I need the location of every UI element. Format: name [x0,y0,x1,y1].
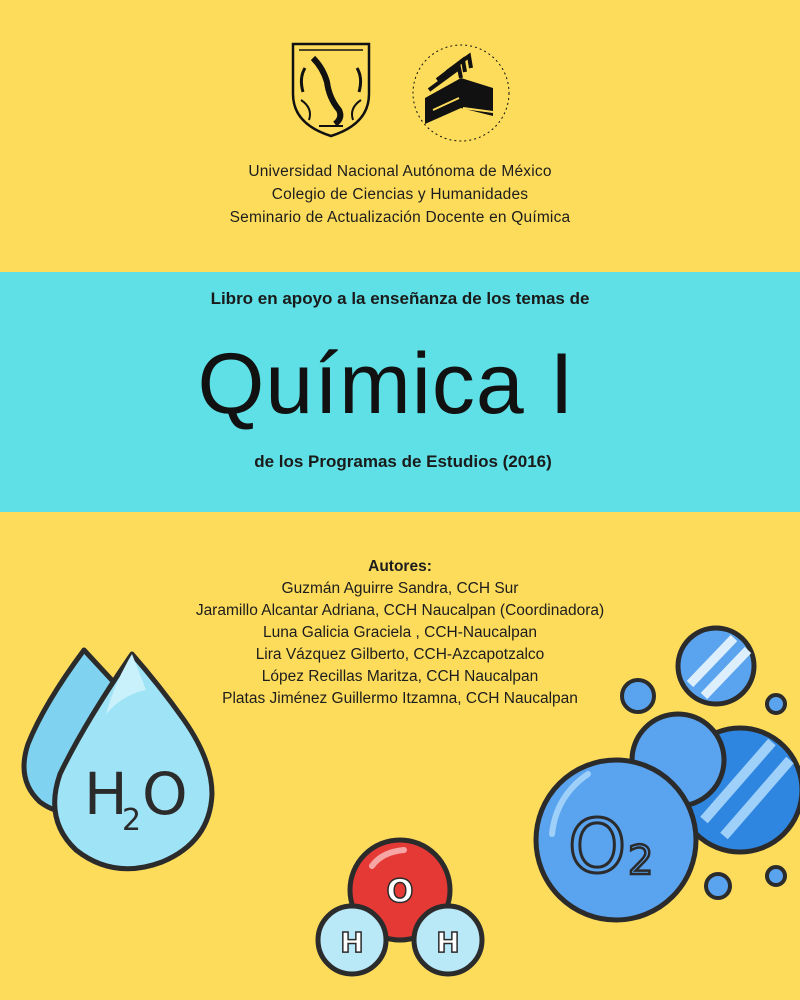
author-line: Guzmán Aguirre Sandra, CCH Sur [281,580,519,597]
author-line: Jaramillo Alcantar Adriana, CCH Naucalpan (Coordinadora) [195,602,605,619]
oxygen-bubbles-icon [528,614,800,924]
book-title: Química I [197,336,575,432]
h2o-formula-main: H [84,760,128,828]
logos [0,38,800,138]
molecule-hydrogen-right-label: H [436,926,460,959]
book-subtitle: Libro en apoyo a la enseñanza de los temas de [210,289,590,308]
molecule-oxygen-label: O [386,872,414,910]
o2-formula-sub: 2 [628,838,654,884]
institution-line: Colegio de Ciencias y Humanidades [271,186,529,203]
water-drop-icon [14,644,224,876]
o2-formula-main: O [568,804,627,890]
author-line: Platas Jiménez Guillermo Itzamna, CCH Naucalpan [222,690,578,707]
institution-line: Seminario de Actualización Docente en Química [229,209,571,226]
authors-heading: Autores: [368,558,432,575]
molecule-hydrogen-left-label: H [340,926,364,959]
author-line: Lira Vázquez Gilberto, CCH-Azcapotzalco [255,646,545,663]
institution-block [0,160,800,229]
unam-shield-icon [283,38,379,138]
author-line: Luna Galicia Graciela , CCH-Naucalpan [263,624,537,641]
cch-book-icon [403,38,519,148]
institution-line: Universidad Nacional Autónoma de México [248,163,552,180]
h2o-formula-end: O [142,760,188,828]
water-molecule-icon [312,836,488,986]
h2o-formula-sub: 2 [122,803,142,838]
author-line: López Recillas Maritza, CCH Naucalpan [261,668,539,685]
book-caption: de los Programas de Estudios (2016) [254,452,552,471]
